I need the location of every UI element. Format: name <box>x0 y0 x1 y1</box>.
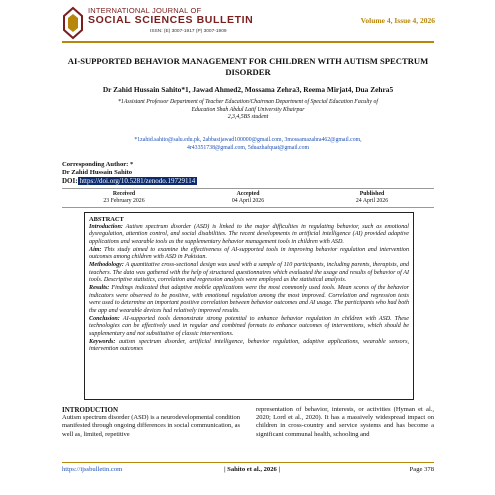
date-value: 04 April 2026 <box>231 198 265 204</box>
affiliation-line: 2,3,4,5BS student <box>227 114 269 121</box>
section-label: Introduction: <box>89 223 123 230</box>
abstract-heading: ABSTRACT <box>89 216 124 223</box>
affiliation-line: Education Shah Abdul Latif University Khairpur <box>191 106 305 113</box>
section-label: Conclusion: <box>89 315 120 322</box>
author-list: Dr Zahid Hussain Sahito*1, Jawad Ahmed2, Mossama Zehra3, Reema Mirjat4, Dua Zehra5 <box>102 85 394 94</box>
abstract-methodology <box>89 262 409 285</box>
running-citation: | Sahito et al., 2026 | <box>224 466 280 473</box>
section-text: A quantitative cross-sectional design was used with a sample of 110 participants, including parents, therapists, and teachers. The data was gathered with the help of structured questionnaires which evaluated the usage and results of behavior of AI tools. Descriptive statistics, correlation and regression analysis were employed as the statistical analysis. <box>89 261 409 284</box>
body-text: representation of behavior, interests, or activities (Hyman et al., 2020; Lord et al., 2020). It has a massively widespread impact on children in cross-country and service systems and has become a significant communal health, schooling and <box>256 406 434 438</box>
doi-row <box>62 177 197 185</box>
email-line[interactable]: *1zahid.sahito@salu.edu.pk, 2abbasijawad100000@gmail.com, 3mossamazahra462@gmail.com, <box>134 137 362 143</box>
date-label: Received <box>112 191 136 197</box>
section-text: This study aimed to examine the effectiveness of AI-supported tools in improving behavior regulation and intervention outcomes among children with ASD in Pakistan. <box>89 246 409 261</box>
volume-issue: Volume 4, Issue 4, 2026 <box>360 16 435 25</box>
header-divider <box>62 41 434 43</box>
date-published <box>310 189 434 207</box>
section-label: Methodology: <box>89 261 124 268</box>
email-line[interactable]: 4r43351738@gmail.com, 5duazhafquat@gmail.com <box>186 144 310 151</box>
date-label: Published <box>359 191 385 197</box>
abstract-conclusion <box>89 316 409 339</box>
section-text: Autism spectrum disorder (ASD) is linked to the major difficulties in regulating behavior, such as emotional dysregulation, attention control, and social disabilities. The recent developments in artificial intelligence (AI) provided adaptive applications and wearable tools as the supplementary behavior management tools in children with ASD. <box>89 223 409 245</box>
footer-divider <box>62 462 434 463</box>
section-text: autism spectrum disorder, artificial intelligence, behavior regulation, adaptive applications, wearable sensors, intervention outcomes <box>89 338 409 353</box>
abstract-aim <box>89 247 409 262</box>
date-accepted <box>186 189 310 207</box>
section-text: AI-supported tools demonstrate strong potential to enhance behavior regulation in children with ASD. These technologies can be effectively used in regular and combined formats to enhance outcomes of interventions, which should be supplementary and not substitutive of classic interventions. <box>89 315 409 337</box>
doi-label: DOI: <box>62 177 78 185</box>
date-value: 23 February 2026 <box>103 198 145 204</box>
affiliation-line: *1Assistant Professor Department of Teacher Education/Chairman Department of Special Education Faculty of <box>118 99 378 105</box>
section-label: Keywords: <box>89 338 116 345</box>
publication-dates <box>62 188 434 208</box>
introduction-section <box>62 406 434 464</box>
paper-title: AI-SUPPORTED BEHAVIOR MANAGEMENT FOR CHILDREN WITH AUTISM SPECTRUM DISORDER <box>67 56 429 77</box>
introduction-heading: INTRODUCTION <box>62 406 119 414</box>
abstract-introduction <box>89 224 409 247</box>
corresponding-author <box>62 161 133 176</box>
corresponding-name: Dr Zahid Hussain Sahito <box>62 168 133 176</box>
journal-name-line2: SOCIAL SCIENCES BULLETIN <box>88 14 254 26</box>
section-label: Aim: <box>89 246 102 253</box>
journal-logo-icon <box>62 6 84 40</box>
body-column-left <box>62 406 240 439</box>
affiliations <box>62 99 434 122</box>
section-text: Findings indicated that adaptive mobile applications were the most commonly used tools. Mean scores of the behavior indicators were observed to be positive, with emotional regulation among the most improved. Correlation and regression tests were used to determine an important positive correlation between behavior outcomes and AI usage. The participants who had both the app and wearable devices had relatively improved results. <box>89 284 409 314</box>
corresponding-label: Corresponding Author: * <box>62 161 134 168</box>
issn: ISSN: (E) 3007-1917 (P) 3007-1909 <box>150 29 227 34</box>
abstract-results <box>89 285 409 316</box>
journal-header <box>0 0 495 50</box>
page-number: Page 378 <box>409 466 434 473</box>
date-received <box>62 189 186 207</box>
author-emails <box>62 137 434 152</box>
abstract-keywords <box>89 339 409 354</box>
date-value: 24 April 2026 <box>355 198 389 204</box>
journal-name-line1: INTERNATIONAL JOURNAL OF <box>88 6 202 15</box>
date-label: Accepted <box>236 191 260 197</box>
body-column-right <box>256 406 434 439</box>
abstract-box <box>84 212 414 400</box>
doi-link[interactable]: https://doi.org/10.5281/zenodo.19729114 <box>79 177 196 185</box>
section-label: Results: <box>89 284 110 291</box>
body-text: Autism spectrum disorder (ASD) is a neurodevelopmental condition manifested through ongoing differences in social communication, as well as, limited, repetitive <box>62 414 240 438</box>
journal-url-link[interactable]: https://ijssbulletin.com <box>62 466 123 473</box>
